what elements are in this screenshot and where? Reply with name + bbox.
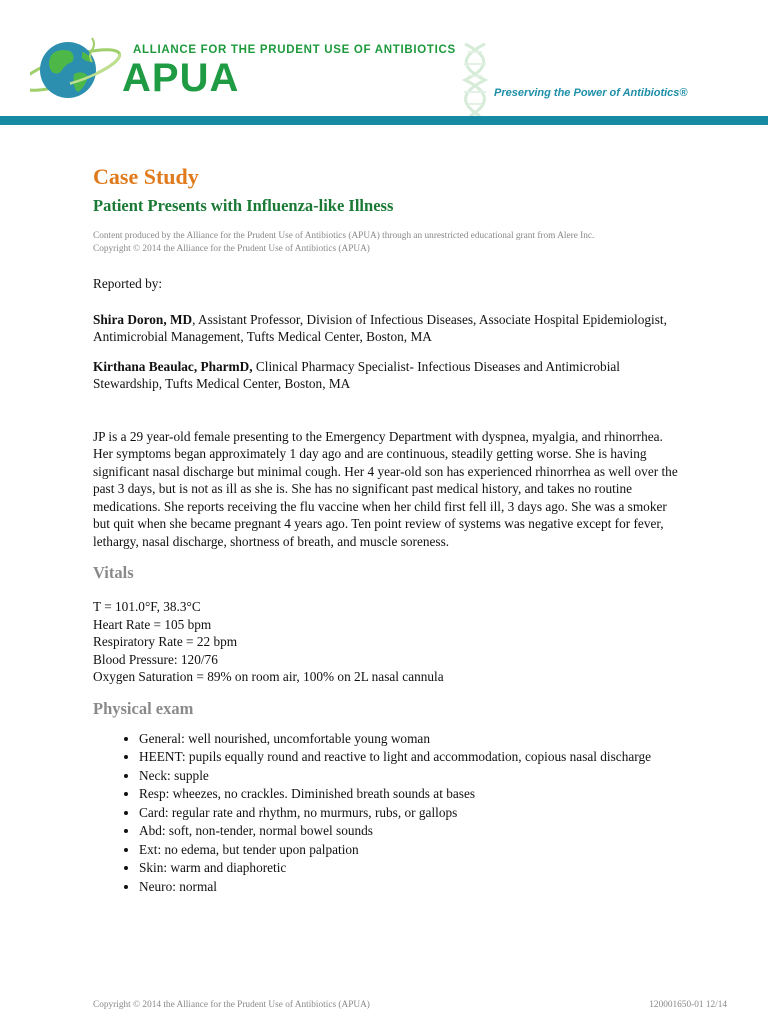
vitals-heading: Vitals [93, 563, 134, 582]
page-header [0, 0, 768, 125]
vital-item: T = 101.0°F, 38.3°C [93, 599, 201, 614]
page-subtitle: Patient Presents with Influenza-like Illness [93, 196, 394, 215]
list-item: • HEENT: pupils equally round and reactive to light and accommodation, copious nasal discharge [139, 748, 683, 767]
list-item: • Abd: soft, non-tender, normal bowel sounds [139, 822, 683, 841]
vital-item: Blood Pressure: 120/76 [93, 651, 218, 667]
apua-logo-text: APUA [122, 56, 240, 100]
author-details: , Assistant Professor, Division of Infectious Diseases, Associate Hospital Epidemiologist, Antimicrobial Management, Tufts Medical Center, Boston, MA [93, 311, 667, 344]
author-name: Kirthana Beaulac, PharmD, [93, 358, 253, 374]
list-item: • General: well nourished, uncomfortable young woman [139, 730, 683, 749]
list-item: • Neck: supple [139, 767, 683, 786]
author-entry [93, 311, 683, 346]
physical-exam-list [93, 730, 683, 897]
header-divider-bar [0, 116, 768, 125]
list-item: • Neuro: normal [139, 878, 683, 897]
vitals-list [93, 598, 683, 686]
case-narrative: JP is a 29 year-old female presenting to the Emergency Department with dyspnea, myalgia, and rhinorrhea. Her symptoms began approximately 1 day ago and are continuous, steadily getting worse. She is having significant nasal discharge but minimal cough. Her 4 year-old son has experienced rhinorrhea as well over the past 3 days, but is not as ill as she is. She has no significant past medical history, and takes no routine medications. She reports receiving the flu vaccine when her child first fell ill, 3 days ago. She was a smoker but quit when she became pregnant 4 years ago. Ten point review of systems was negative except for fever, lethargy, nasal discharge, shortness of breath, and muscle soreness. [93, 428, 678, 549]
vital-item: Respiratory Rate = 22 bpm [93, 634, 238, 649]
alliance-title: ALLIANCE FOR THE PRUDENT USE OF ANTIBIOTICS [133, 44, 456, 56]
physical-exam-heading: Physical exam [93, 698, 194, 718]
vital-item: Oxygen Saturation = 89% on room air, 100% on 2L nasal cannula [93, 669, 444, 684]
list-item: • Ext: no edema, but tender upon palpation [139, 841, 683, 860]
tagline: Preserving the Power of Antibiotics® [494, 87, 688, 99]
credit-line: Content produced by the Alliance for the Prudent Use of Antibiotics (APUA) through an unrestricted educational grant from Alere Inc. [93, 231, 595, 241]
author-name: Shira Doron, MD [93, 311, 193, 327]
page-title: Case Study [93, 164, 199, 189]
footer-copyright: Copyright © 2014 the Alliance for the Prudent Use of Antibiotics (APUA) [93, 1000, 370, 1010]
globe-logo-icon [30, 34, 125, 104]
list-item: • Resp: wheezes, no crackles. Diminished breath sounds at bases [139, 785, 683, 804]
footer-doc-code: 120001650-01 12/14 [649, 1000, 727, 1010]
list-item: • Card: regular rate and rhythm, no murmurs, rubs, or gallops [139, 804, 683, 823]
vital-item: Heart Rate = 105 bpm [93, 616, 212, 632]
author-entry [93, 358, 683, 393]
dna-helix-icon [450, 42, 500, 118]
author-details: Clinical Pharmacy Specialist- Infectious Diseases and Antimicrobial Stewardship, Tufts Medical Center, Boston, MA [93, 358, 620, 391]
list-item: • Skin: warm and diaphoretic [139, 859, 683, 878]
copyright-line: Copyright © 2014 the Alliance for the Prudent Use of Antibiotics (APUA) [93, 244, 370, 254]
credit-notice [93, 230, 683, 256]
document-body [93, 163, 683, 896]
reported-by-label: Reported by: [93, 276, 163, 291]
